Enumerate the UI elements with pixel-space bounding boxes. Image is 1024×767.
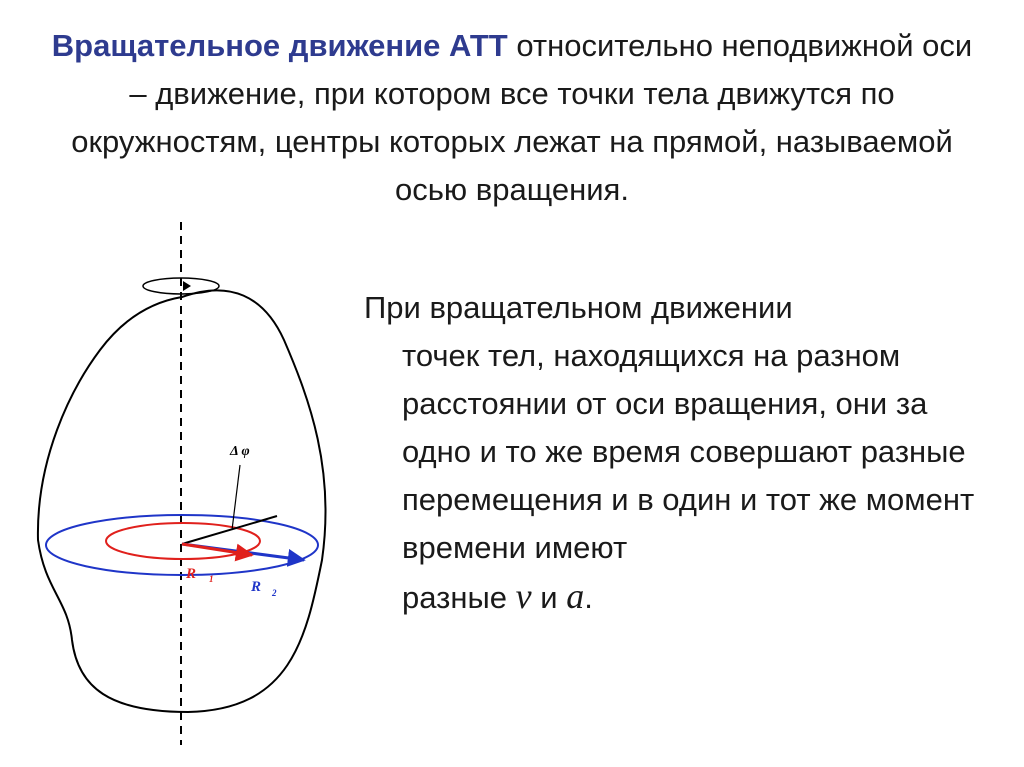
paragraph-body: точек тел, находящихся на разном расстоянии от оси вращения, они за одно и то же время совершают разные перемещения и в один и тот же момент времени имеют [402,338,975,565]
word-different: разные [402,580,507,615]
rotated-radius-line [182,516,277,544]
explanation-paragraph [352,284,992,622]
paragraph-last-line [352,572,992,622]
period: . [584,580,593,615]
acceleration-symbol: a [566,576,585,616]
r2-subscript: 2 [272,588,277,598]
r1-label: R [186,566,197,582]
angle-label: Δ φ [230,444,250,459]
angle-pointer-line [232,465,240,530]
r1-subscript: 1 [209,574,214,584]
title-term: Вращательное движение АТТ [51,28,508,63]
r2-label: R [251,579,262,595]
conjunction: и [540,580,558,615]
paragraph-first-line: При вращательном движении [364,290,793,325]
radius-vector-r1 [182,544,252,555]
rotation-direction-arrow [183,281,191,291]
velocity-symbol: v [515,576,532,616]
title-definition: относительно неподвижной оси – движение, при котором все точки тела движутся по окружностям, центры которых лежат на прямой, называемой осью вращения. [71,28,973,207]
